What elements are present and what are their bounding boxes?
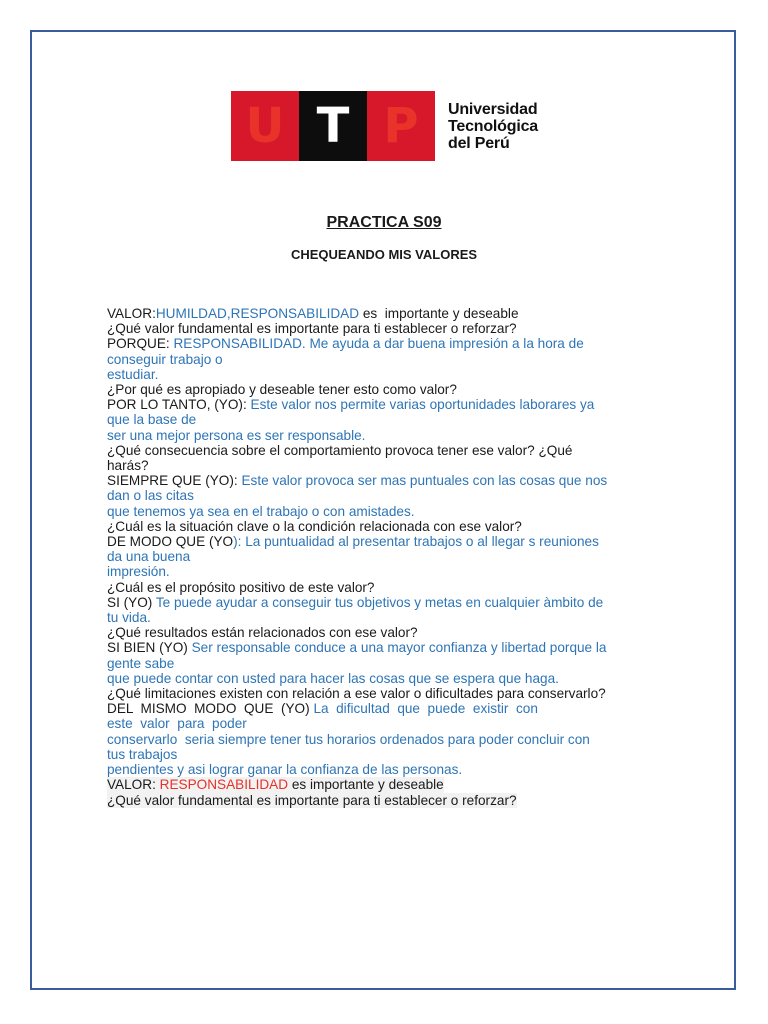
answer-text: Este valor nos permite varias oportunidades laborares ya — [250, 397, 595, 413]
answer-text: ser una mejor persona es ser responsable. — [107, 427, 366, 443]
answer-text: que puede contar con usted para hacer las cosas que se espera que haga. — [107, 670, 559, 686]
answer-text: ): La puntualidad al presentar trabajos o al llegar s reuniones — [233, 534, 599, 550]
body-line — [107, 732, 663, 747]
body-line — [107, 412, 663, 427]
body-line — [107, 367, 663, 382]
prompt-text: ¿Qué limitaciones existen con relación a ese valor o dificultades para conservarlo? — [107, 686, 606, 702]
body-line — [107, 306, 663, 321]
prompt-text: ¿Cuál es la situación clave o la condición relacionada con ese valor? — [107, 518, 522, 534]
body-line — [107, 564, 663, 579]
university-name — [448, 101, 538, 152]
prompt-text: harás? — [107, 458, 149, 474]
university-name-line: Tecnológica — [448, 118, 538, 135]
body-line — [107, 625, 663, 640]
prompt-text: VALOR: — [107, 306, 156, 321]
prompt-text: ¿Qué resultados están relacionados con ese valor? — [107, 625, 418, 641]
answer-text: conseguir trabajo o — [107, 351, 223, 367]
logo-letter-p: P — [367, 91, 435, 161]
body-line — [107, 458, 663, 473]
prompt-text: SI (YO) — [107, 594, 156, 610]
prompt-text: POR LO TANTO, (YO): — [107, 397, 251, 413]
final-tail: es importante y deseable — [288, 777, 444, 793]
body-line — [107, 443, 663, 458]
body-line — [107, 762, 663, 777]
answer-text: gente sabe — [107, 655, 175, 671]
body-line — [107, 595, 663, 610]
body-line — [107, 701, 663, 716]
answer-text: da una buena — [107, 549, 191, 565]
prompt-text: DE MODO QUE (YO — [107, 534, 234, 550]
prompt-text: ¿Qué valor fundamental es importante para ti establecer o reforzar? — [107, 321, 517, 337]
body-line — [107, 382, 663, 397]
logo-letter-u: U — [231, 91, 299, 161]
body-line — [107, 321, 663, 336]
answer-text: Ser responsable conduce a una mayor confianza y libertad porque la — [191, 640, 607, 656]
body-line — [107, 397, 663, 412]
body-line — [107, 656, 663, 671]
body-line — [107, 336, 663, 351]
answer-text: tus trabajos — [107, 746, 178, 762]
prompt-text: PORQUE: — [107, 336, 174, 352]
answer-text: que la base de — [107, 412, 197, 428]
final-value-line — [107, 777, 444, 792]
answer-text: dan o las citas — [107, 488, 194, 504]
answer-text: tu vida. — [107, 610, 151, 626]
university-name-line: del Perú — [448, 135, 510, 152]
body-line — [107, 671, 663, 686]
body-line — [107, 488, 663, 503]
page-subtitle: CHEQUEANDO MIS VALORES — [290, 247, 478, 262]
answer-text: que tenemos ya sea en el trabajo o con amistades. — [107, 503, 415, 519]
answer-text: conservarlo seria siempre tener tus horarios ordenados para poder concluir con — [107, 731, 590, 747]
body-line — [107, 534, 663, 549]
prompt-text: es importante y deseable — [359, 306, 519, 321]
page-title: PRACTICA S09 — [326, 214, 442, 231]
body-line — [107, 610, 663, 625]
body-line — [107, 686, 663, 701]
body-lines — [107, 306, 663, 777]
logo-letter-t: T — [299, 91, 367, 161]
final-label: VALOR: — [107, 777, 160, 793]
prompt-text: SI BIEN (YO) — [107, 640, 192, 656]
body-line — [107, 747, 663, 762]
prompt-text: SIEMPRE QUE (YO): — [107, 473, 242, 489]
body-line — [107, 716, 663, 731]
utp-logo — [231, 91, 435, 161]
prompt-text: DEL MISMO MODO QUE (YO) — [107, 701, 314, 717]
body-line — [107, 352, 663, 367]
final-question: ¿Qué valor fundamental es importante para ti establecer o reforzar? — [107, 792, 517, 808]
prompt-text: ¿Cuál es el propósito positivo de este valor? — [107, 579, 375, 595]
body-line — [107, 428, 663, 443]
answer-text: HUMILDAD,RESPONSABILIDAD — [155, 306, 360, 321]
answer-text: impresión. — [107, 564, 170, 580]
body-line — [107, 519, 663, 534]
body-line — [107, 580, 663, 595]
prompt-text: ¿Qué consecuencia sobre el comportamiento provoca tener ese valor? ¿Qué — [107, 442, 573, 458]
prompt-text: ¿Por qué es apropiado y deseable tener esto como valor? — [107, 382, 457, 398]
answer-text: Te puede ayudar a conseguir tus objetivos y metas en cualquier àmbito de — [155, 594, 604, 610]
university-name-line: Universidad — [448, 101, 538, 118]
document-body — [107, 306, 663, 808]
final-value: RESPONSABILIDAD — [159, 777, 289, 793]
answer-text: estudiar. — [107, 366, 159, 382]
answer-text: Este valor provoca ser mas puntuales con las cosas que nos — [241, 473, 608, 489]
answer-text: La dificultad que puede existir con — [313, 701, 538, 717]
body-line — [107, 549, 663, 564]
body-line — [107, 640, 663, 655]
answer-text: RESPONSABILIDAD. Me ayuda a dar buena impresión a la hora de — [173, 336, 584, 352]
answer-text: pendientes y asi lograr ganar la confianza de las personas. — [107, 762, 463, 778]
answer-text: este valor para poder — [107, 716, 247, 732]
body-line — [107, 473, 663, 488]
body-line — [107, 504, 663, 519]
